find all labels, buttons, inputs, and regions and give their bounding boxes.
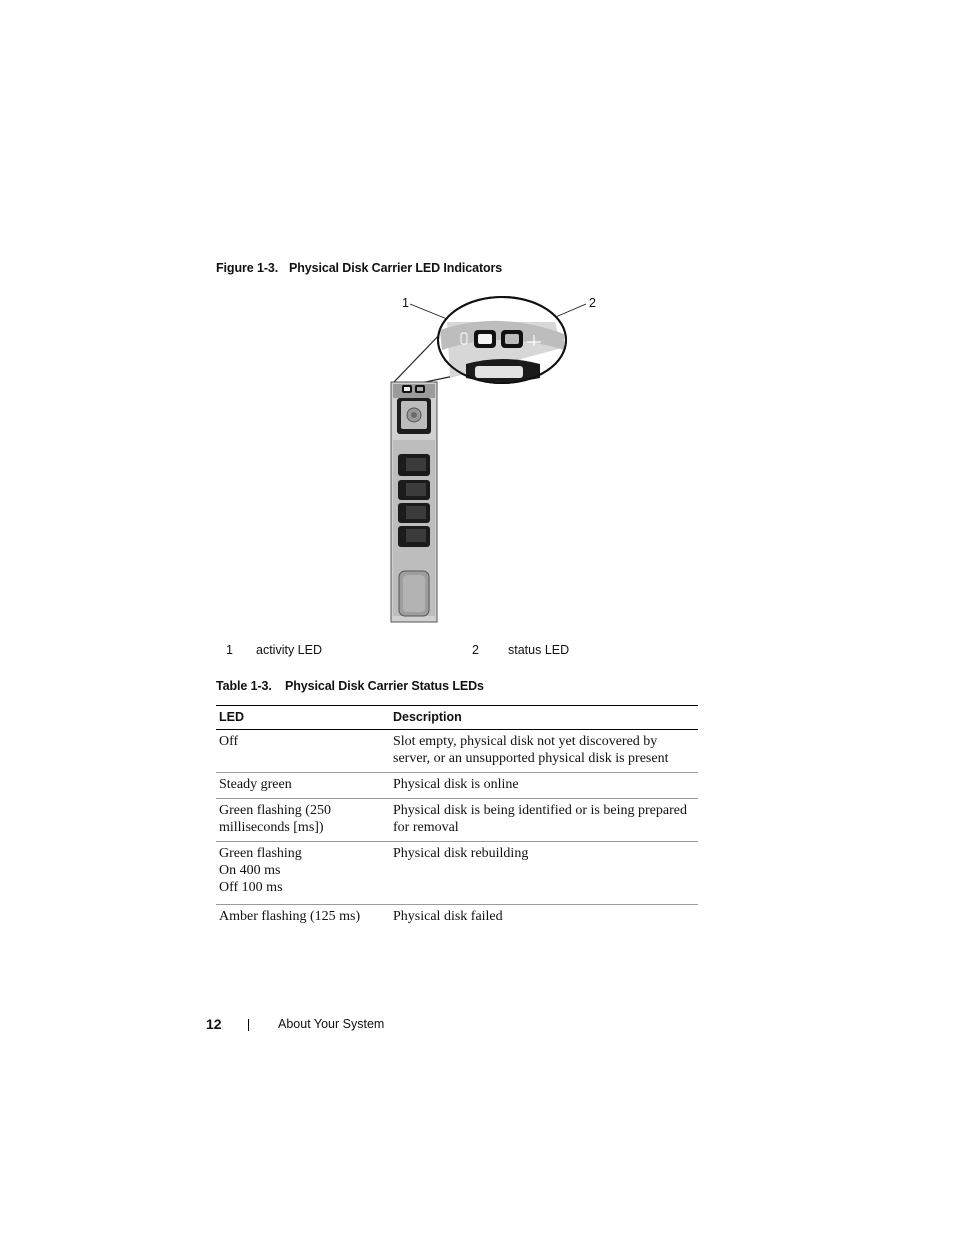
description-cell [390, 799, 698, 842]
description-text: Physical disk is being identified or is being prepared [393, 803, 687, 818]
led-cell [216, 773, 390, 799]
legend-number: 2 [472, 643, 479, 657]
description-cell [390, 730, 698, 773]
table-row [216, 905, 698, 931]
description-text: Physical disk rebuilding [393, 846, 529, 861]
table-label: Table 1-3. [216, 679, 272, 693]
led-cell [216, 730, 390, 773]
legend-text: activity LED [256, 643, 322, 657]
led-text: Steady green [219, 777, 292, 792]
led-magnifier [438, 297, 566, 383]
page-number: 12 [206, 1016, 222, 1032]
callout-1: 1 [402, 296, 409, 310]
header-description: Description [390, 706, 698, 730]
led-text: Off [219, 734, 239, 749]
led-text: Green flashing [219, 846, 302, 861]
table-header-row [216, 706, 698, 730]
disk-carrier-illustration [380, 290, 610, 630]
legend-text: status LED [508, 643, 570, 657]
table-row [216, 773, 698, 799]
callout-2: 2 [589, 296, 596, 310]
description-text: for removal [393, 820, 459, 835]
table-row [216, 842, 698, 905]
header-led: LED [216, 706, 390, 730]
table-title: Physical Disk Carrier Status LEDs [285, 679, 484, 693]
led-text: Green flashing (250 [219, 803, 331, 818]
description-text: server, or an unsupported physical disk is present [393, 751, 669, 766]
led-text: Off 100 ms [219, 880, 283, 895]
led-cell [216, 842, 390, 905]
table-row [216, 730, 698, 773]
disk-carrier [391, 382, 437, 622]
figure-title: Physical Disk Carrier LED Indicators [289, 261, 503, 275]
figure-caption [216, 261, 502, 275]
led-cell [216, 905, 390, 931]
magnifier-connector [394, 330, 444, 382]
description-text: Physical disk failed [393, 909, 503, 924]
description-cell [390, 905, 698, 931]
table-caption [216, 679, 484, 693]
led-cell [216, 799, 390, 842]
table-row [216, 799, 698, 842]
description-cell [390, 842, 698, 905]
legend-number: 1 [226, 643, 233, 657]
led-text: Amber flashing (125 ms) [219, 909, 361, 924]
description-text: Slot empty, physical disk not yet discovered by [393, 734, 658, 749]
footer-section-title: About Your System [278, 1017, 385, 1031]
description-cell [390, 773, 698, 799]
led-text: milliseconds [ms]) [219, 820, 324, 835]
led-status-table [216, 705, 698, 930]
footer-divider [248, 1019, 249, 1031]
figure-label: Figure 1-3. [216, 261, 279, 275]
description-text: Physical disk is online [393, 777, 519, 792]
led-text: On 400 ms [219, 863, 281, 878]
